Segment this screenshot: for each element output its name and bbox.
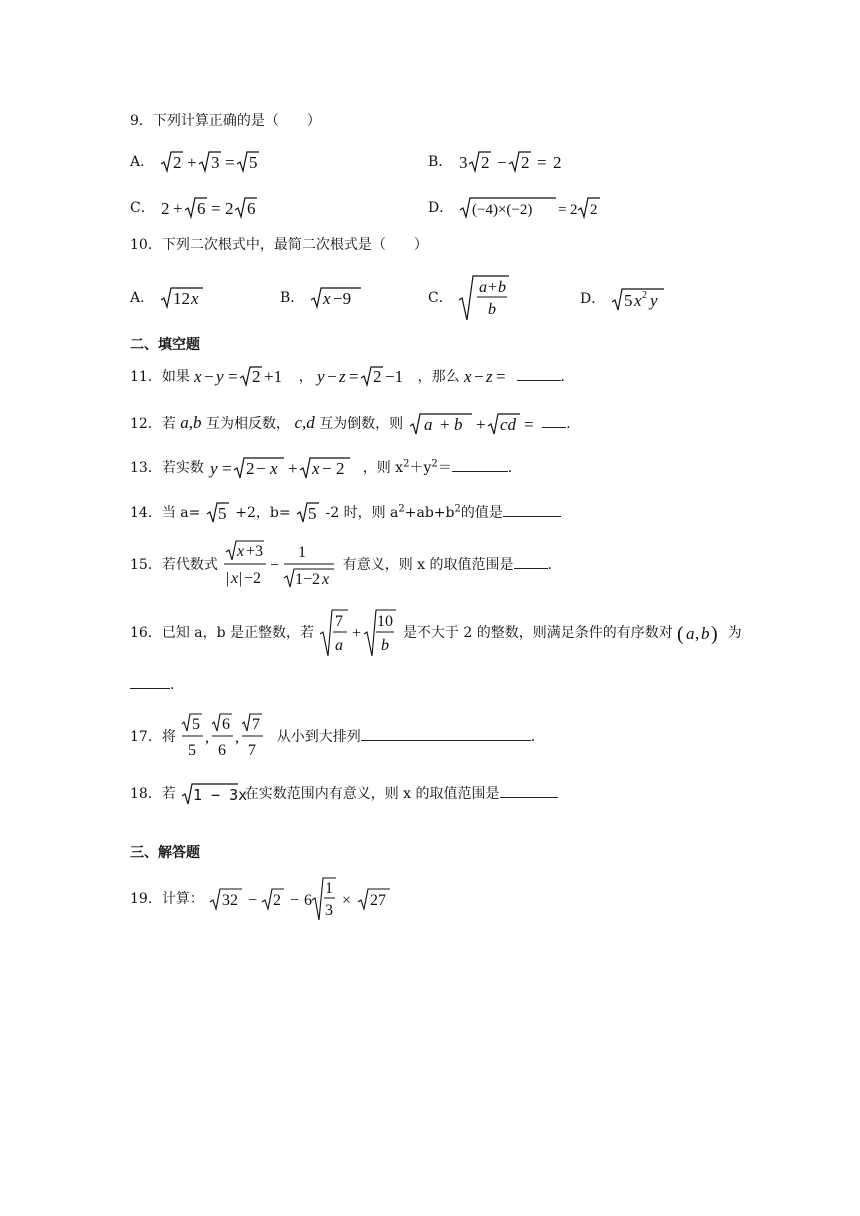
svg-text:10: 10 (377, 613, 394, 630)
svg-text:x: x (270, 459, 278, 478)
svg-text:2: 2 (520, 153, 530, 172)
svg-text:x: x (312, 459, 320, 478)
svg-text:5: 5 (188, 742, 197, 759)
svg-text:+: + (475, 415, 486, 434)
svg-text:=: = (224, 153, 235, 172)
svg-text:y: y (649, 291, 658, 310)
svg-text:=: = (557, 202, 567, 218)
svg-text:b: b (453, 415, 463, 434)
svg-text:7: 7 (252, 716, 261, 733)
svg-text:a: a (335, 637, 344, 654)
svg-text:5: 5 (308, 504, 317, 523)
svg-text:2: 2 (336, 459, 345, 478)
q18-formula (180, 782, 248, 806)
q11-formula-3 (464, 366, 512, 388)
svg-text:z: z (486, 367, 493, 386)
svg-text:2: 2 (225, 199, 234, 218)
svg-text:2: 2 (480, 153, 490, 172)
svg-text:1−2: 1−2 (295, 571, 321, 588)
q12: 12．若 a,b 互为相反数， c,d 互为倒数，则 a + b + cd = . (130, 413, 571, 434)
svg-text:=: = (211, 199, 221, 218)
svg-text:b: b (488, 301, 497, 318)
svg-text:−: − (474, 367, 484, 386)
q18-answer-blank[interactable] (500, 785, 558, 798)
svg-text:−: − (204, 367, 214, 386)
svg-text:5: 5 (248, 153, 258, 172)
svg-text:2: 2 (641, 290, 647, 301)
svg-text:6: 6 (304, 892, 313, 909)
svg-text:=: = (349, 367, 359, 386)
svg-text:2: 2 (373, 367, 382, 386)
q14-sqrt-5-b (295, 502, 321, 524)
q9-stem: 9．下列计算正确的是（ ） (130, 113, 321, 129)
svg-text:y: y (317, 367, 325, 386)
q9-option-d: D． (−4)×(−2) = 2 2 (428, 196, 608, 220)
q19-formula (208, 876, 394, 922)
q9-option-c: C． 2 + 6 = 2 6 (130, 196, 269, 220)
svg-text:1: 1 (325, 880, 334, 897)
q14-sqrt-5-a (205, 502, 231, 524)
q15-answer-blank[interactable] (514, 556, 548, 569)
q12-formula (408, 412, 538, 436)
svg-text:7: 7 (248, 742, 257, 759)
svg-text:=: = (536, 153, 547, 172)
q9-option-d-formula (458, 196, 608, 220)
svg-text:−2: −2 (244, 570, 262, 587)
svg-text:+: + (439, 415, 450, 434)
q9-option-b-formula (457, 150, 587, 174)
q16-formula (318, 608, 398, 658)
q10-option-d: D． 5 x 2 y (580, 286, 670, 312)
q16-answer-line: . (130, 676, 174, 692)
svg-text:2: 2 (273, 892, 282, 909)
svg-text:6: 6 (222, 716, 231, 733)
svg-text:x: x (194, 367, 202, 386)
q9-option-a: A． 2 + 3 = 5 (130, 150, 269, 174)
q13: 13．若实数 y = 2 − x + x − 2 ，则 $x^2+y^2=$ . (130, 456, 512, 480)
svg-text:×: × (342, 892, 352, 909)
svg-text:(−4)×(−2): (−4)×(−2) (471, 202, 533, 218)
q12-var-ab: a,b (180, 413, 202, 432)
svg-text:−: − (322, 459, 332, 478)
q11: 11．如果 x − y = 2 +1 ， y − z = 2 −1 ，那么 x − z = . (130, 367, 565, 386)
svg-text:x: x (322, 571, 330, 588)
q11-answer-blank[interactable] (517, 368, 561, 381)
q10-option-c-formula (457, 274, 513, 322)
svg-text:−: − (248, 892, 258, 909)
svg-text:−1: −1 (385, 367, 404, 386)
svg-text:(: ( (677, 623, 684, 645)
svg-text:2: 2 (246, 459, 255, 478)
svg-text:2: 2 (589, 202, 598, 218)
svg-text:+: + (488, 279, 498, 296)
svg-text:a: a (686, 624, 695, 643)
q13-answer-blank[interactable] (452, 459, 508, 472)
q16-pair-ab (677, 620, 723, 646)
q10-option-a: A． 12 x (130, 286, 209, 310)
svg-text:5: 5 (623, 291, 633, 310)
svg-text:5: 5 (217, 504, 227, 523)
svg-text:a: a (479, 279, 488, 296)
svg-text:5: 5 (192, 716, 201, 733)
q14: 14．当 a= 5 +2，b= 5 -2 时，则 $a^2+ab+b^2$的值是 (130, 502, 561, 524)
q10-option-c: C． a + b b (428, 274, 513, 322)
q10-option-b-formula (309, 286, 369, 310)
q10-option-d-formula (610, 286, 670, 312)
svg-text:|: | (226, 570, 230, 587)
svg-text:3: 3 (210, 153, 220, 172)
svg-text:+: + (352, 625, 362, 642)
q12-answer-blank[interactable] (542, 415, 566, 428)
svg-text:−9: −9 (332, 289, 351, 308)
svg-text:=: = (228, 367, 238, 386)
svg-text:−: − (270, 557, 280, 574)
section-fill-in-title: 二、填空题 (130, 337, 200, 353)
svg-text:+: + (186, 153, 197, 172)
svg-text:−: − (327, 367, 337, 386)
svg-text:−: − (256, 459, 266, 478)
svg-text:2: 2 (172, 153, 182, 172)
svg-text:z: z (339, 367, 346, 386)
svg-text:=: = (222, 459, 232, 478)
svg-text:x: x (231, 570, 239, 587)
svg-text:): ) (711, 623, 718, 645)
svg-text:y: y (210, 459, 218, 478)
q15-formula (222, 540, 338, 590)
svg-text:y: y (216, 367, 224, 386)
svg-text:12: 12 (172, 289, 190, 308)
svg-text:6: 6 (247, 199, 256, 218)
svg-text:2: 2 (552, 153, 562, 172)
q9-option-a-formula (159, 150, 269, 174)
q13-formula (208, 456, 358, 480)
q18: 18．若 1 − 3x 在实数范围内有意义，则 x 的取值范围是 (130, 782, 558, 806)
q19: 19．计算： 32 − 2 − 6 1 3 × 27 (130, 876, 394, 922)
svg-text:3: 3 (458, 153, 468, 172)
q9-option-c-formula (159, 196, 269, 220)
svg-text:b: b (701, 624, 710, 643)
svg-text:,: , (695, 624, 700, 643)
svg-text:b: b (498, 279, 507, 296)
svg-text:+3: +3 (246, 543, 264, 560)
svg-text:2: 2 (252, 367, 261, 386)
svg-text:+: + (288, 459, 298, 478)
svg-text:+: + (173, 199, 183, 218)
svg-text:=: = (496, 367, 506, 386)
q11-formula-2 (317, 366, 413, 388)
svg-text:32: 32 (222, 892, 239, 909)
svg-text:1: 1 (298, 544, 307, 561)
svg-text:b: b (381, 637, 390, 654)
q11-formula-1 (194, 366, 294, 388)
svg-text:,: , (205, 729, 210, 746)
q17-fractions (180, 712, 272, 762)
section-solve-title: 三、解答题 (130, 845, 200, 861)
svg-text:x: x (464, 367, 472, 386)
q14-answer-blank[interactable] (503, 504, 561, 517)
q9-option-b: B． 3 2 − 2 = 2 (428, 150, 587, 174)
svg-text:2: 2 (569, 202, 578, 218)
svg-text:27: 27 (370, 892, 387, 909)
q15: 15．若代数式 x +3 | x | −2 − 1 1−2 x 有意义，则 x 的取值范围是 . (130, 540, 552, 590)
svg-text:6: 6 (218, 742, 227, 759)
q12-var-cd: c,d (294, 413, 315, 432)
svg-text:3: 3 (325, 902, 334, 919)
q10-option-b: B． x −9 (280, 286, 369, 310)
svg-text:−: − (290, 892, 300, 909)
q16-answer-blank[interactable] (130, 676, 170, 689)
svg-text:a: a (423, 415, 433, 434)
q17: 17．将 5 5 , 6 6 , 7 7 从小到大排列 . (130, 712, 535, 762)
svg-text:x: x (190, 289, 199, 308)
svg-text:,: , (235, 729, 240, 746)
svg-text:x: x (322, 289, 331, 308)
svg-text:=: = (523, 415, 534, 434)
q16: 16．已知 a，b 是正整数，若 7 a + 10 b 是不大于 2 的整数，则满足条件的有序数对 ( a , b ) 为 (130, 608, 742, 658)
svg-text:−: − (496, 153, 507, 172)
svg-text:|: | (239, 570, 243, 587)
q10-stem: 10．下列二次根式中，最简二次根式是（ ） (130, 237, 428, 253)
svg-text:2: 2 (161, 199, 170, 218)
svg-text:cd: cd (499, 415, 516, 434)
q17-answer-blank[interactable] (361, 728, 531, 741)
q10-option-a-formula (159, 286, 209, 310)
svg-text:7: 7 (335, 613, 344, 630)
svg-text:x: x (237, 543, 245, 560)
svg-text:x: x (633, 291, 642, 310)
svg-text:6: 6 (197, 199, 206, 218)
svg-text:+1: +1 (264, 367, 283, 386)
svg-text:1 − 3x: 1 − 3x (193, 786, 248, 804)
